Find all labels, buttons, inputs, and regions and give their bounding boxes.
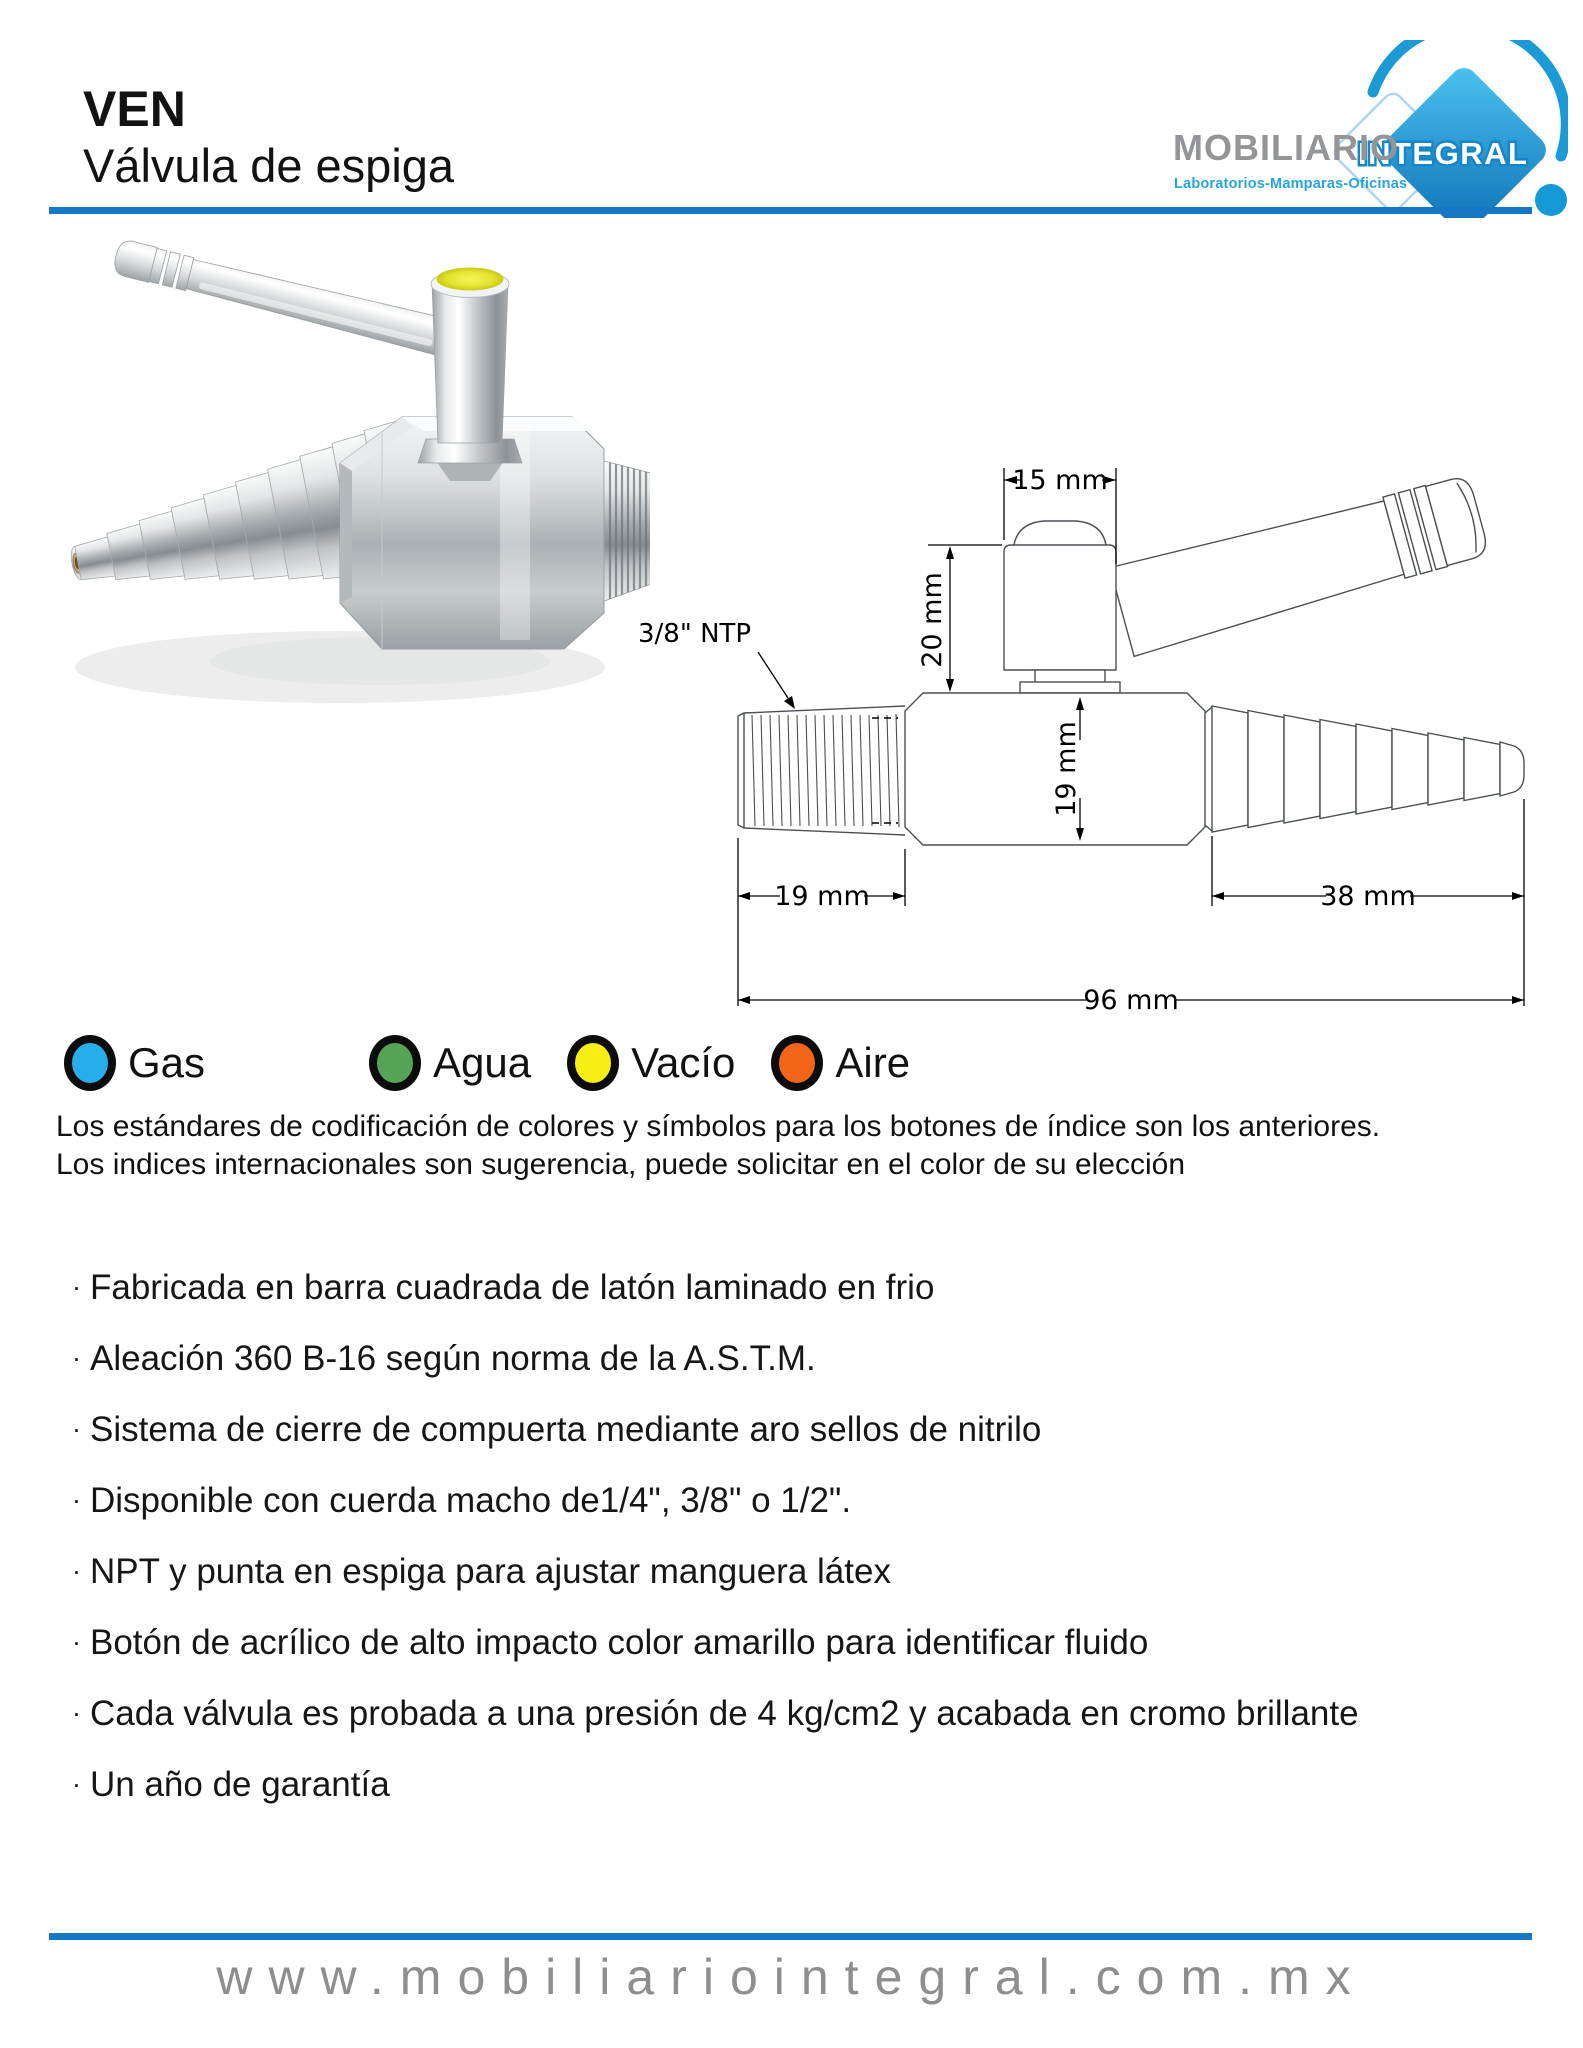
legend-item-vacio [567,1035,735,1091]
feature-item: · Un año de garantía [72,1749,1532,1820]
thread-spec-label: 3/8" NTP [638,619,752,649]
technical-drawing [620,350,1580,1020]
color-dot [567,1035,619,1091]
feature-item: · Fabricada en barra cuadrada de latón laminado en frio [72,1252,1532,1323]
yellow-index-button [437,268,503,290]
color-dot [771,1035,823,1091]
legend-item-gas [64,1035,269,1091]
legend [64,1035,946,1091]
legend-label: Gas [128,1039,206,1086]
dim-thread-length: 19 mm [774,881,870,912]
brand-logo [1168,40,1568,218]
footer-rule [49,1933,1532,1940]
product-code: VEN [83,81,186,137]
drawing-parts [738,470,1524,845]
color-dot [64,1035,116,1091]
legend-item-agua [369,1035,531,1091]
valve-handle-lever [111,237,446,355]
header-block [83,81,455,192]
product-name: Válvula de espiga [83,139,455,192]
legend-note-line2: Los indices internacionales son sugerencia, puede solicitar en el color de su elección [56,1148,1186,1181]
legend-label: Aire [835,1039,911,1086]
feature-item: · Botón de acrílico de alto impacto color amarillo para identificar fluido [72,1607,1532,1678]
dim-overall-length: 96 mm [1083,985,1179,1016]
feature-item: · Cada válvula es probada a una presión de 4 kg/cm2 y acabada en cromo brillante [72,1678,1532,1749]
logo-brand2-text: INTEGRAL [1358,136,1529,171]
logo-tagline: Laboratorios-Mamparas-Oficinas [1174,176,1408,192]
product-photo [40,225,650,725]
dim-handle-height: 20 mm [917,572,948,668]
legend-note-line1: Los estándares de codificación de colores y símbolos para los botones de índice son los anteriores. [56,1110,1381,1143]
legend-item-aire [771,1035,910,1091]
logo-brand-text: MOBILIARIO [1173,127,1399,168]
features-list [72,1252,1532,1820]
legend-label: Vacío [631,1039,736,1086]
features-section [72,1252,1532,1820]
feature-item: · Sistema de cierre de compuerta mediante aro sellos de nitrilo [72,1394,1532,1465]
feature-item: · Aleación 360 B-16 según norma de la A.S.T.M. [72,1323,1532,1394]
header-rule [49,207,1532,214]
dim-body-height: 19 mm [1051,721,1082,817]
feature-item: · Disponible con cuerda macho de1/4", 3/8" o 1/2". [72,1465,1532,1536]
valve-plug-cylinder [418,268,522,481]
footer-url: www.mobiliariointegral.com.mx [216,1949,1367,2005]
legend-note [56,1108,1536,1184]
color-dot [369,1035,421,1091]
dim-handle-width: 15 mm [1012,465,1108,496]
feature-item: · NPT y punta en espiga para ajustar manguera látex [72,1536,1532,1607]
logo-dot-icon [1535,184,1567,216]
dim-barb-length: 38 mm [1320,881,1416,912]
legend-label: Agua [433,1039,532,1086]
